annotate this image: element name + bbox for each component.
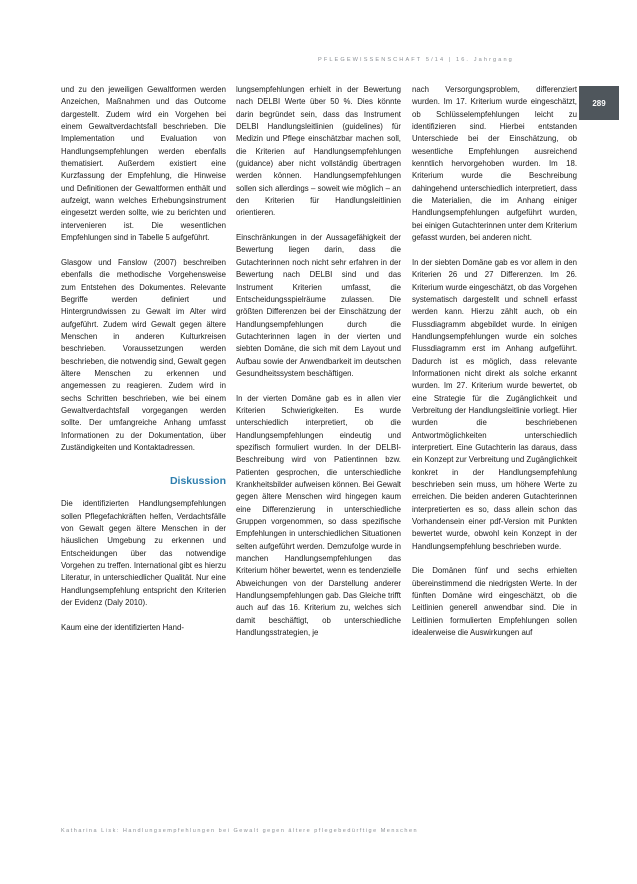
paragraph: und zu den jeweiligen Gewaltformen werden Anzeichen, Maßnahmen und das Outcome dargestellt. Zudem wird ein Vorgehen bei einem Gewaltverdachtsfall beschrieben. Die Implementation und Evaluation von Handlungsempfehlungen werden ebenfalls thematisiert. Außerdem existiert eine Kurzfassung der Empfehlung, die Hinweise und Definitionen der Gewaltformen enthält und aufzeigt, wann welches Erhebungsinstrument eingesetzt werden sollte, wie zu berichten und intervenieren ist. Die wesentlichen Empfehlungen sind in Tabelle 5 aufgeführt. bbox=[61, 85, 226, 243]
paragraph: Glasgow und Fanslow (2007) beschreiben ebenfalls die methodische Vorgehensweise zum Entstehen des Dokumentes. Relevante Begriffe werden definiert und Hintergrundwissen zu Gewalt im Alter wird aufgeführt. Zudem wird Gewalt gegen ältere Menschen in anderen Kulturkreisen beschrieben. Voraussetzungen werden beschrieben, die notwendig sind, Gewalt gegen ältere Menschen zu erkennen und angemessen zu reagieren. Zudem wird in sechs Schritten beschrieben, wie bei einem Gewaltverdachtsfall vorgegangen werden sollte. Der umfangreiche Anhang umfasst Informationen zu der Dokumentation, über Zuständigkeiten und Kontaktadressen. bbox=[61, 257, 226, 452]
page-number: 289 bbox=[592, 98, 606, 108]
running-footer: Katharina Lisk: Handlungsempfehlungen bei Gewalt gegen ältere pflegebedürftige Menschen bbox=[61, 828, 419, 834]
paragraph: Die identifizierten Handlungsempfehlungen sollen Pflegefachkräften helfen, Verdachtsfälle von Gewalt gegen ältere Menschen in der häuslichen Umgebung zu erkennen und Entscheidungen über das notwendige Vorgehen zu treffen. International gibt es hierzu Literatur, in unterschiedlicher Qualität. Nur eine Handlungsempfehlung entspricht den Kriterien der Evidenz (Daly 2010). bbox=[61, 499, 226, 608]
paragraph: Kaum eine der identifizierten Hand- bbox=[61, 622, 184, 632]
paragraph: In der vierten Domäne gab es in allen vier Kriterien Schwierigkeiten. Es wurde unterschiedlich interpretiert, ob die Handlungsempfehlungen eindeutig und spezifisch formuliert wurden. In der DELBI-Beschreibung wird von Patientinnen bzw. Patienten gesprochen, die unterschiedliche Krankheitsbilder aufweisen können. Bei Gewalt gegen ältere Menschen wird hingegen kaum eine Differenzierung in unterschiedliche Gruppen vorgenommen, so dass spezifische Empfehlungen in unterschiedlichen Situationen selten aufgeführt werden. Demzufolge wurde in manchen Handlungsempfehlungen das Kriterium höher bewertet, wenn es tendenzielle Abweichungen von der Darstellung anderer Handlungsempfehlungen gab. Das Gleiche trifft auch auf das 16. Kriterium zu, welches sich damit beschäftigt, ob unterschiedliche Handlungsstrategien, je bbox=[236, 393, 401, 638]
paragraph: lungsempfehlungen erhielt in der Bewertung nach DELBI Werte über 50 %. Dies könnte darin begründet sein, dass das Instrument DELBI Handlungsleitlinien (guidelines) für Medizin und Pflege einschätzbar machen soll, die Kriterien auf Handlungsempfehlungen (guidance) aber nicht vollständig übertragen werden können. Handlungsempfehlungen sollen sich allerdings – soweit wie möglich – an den Kriterien für Handlungsleitlinien orientieren. bbox=[236, 85, 401, 218]
paragraph: nach Versorgungsproblem, differenziert wurden. Im 17. Kriterium wurde eingeschätzt, ob Schlüsselempfehlungen leicht zu identifizieren sind. Hierbei entstanden Unterschiede bei der Einschätzung, ob wesentliche Empfehlungen ausreichend kenntlich hervorgehoben wurden. Im 18. Kriterium wurde die Beschreibung dahingehend unterschiedlich interpretiert, dass die Materialien, die im Anhang einiger Handlungsempfehlungen aufgeführt wurden, bei einigen Gutachterinnen unter dem Kriterium gefasst wurden, bei anderen nicht. bbox=[412, 85, 577, 243]
text-column-2 bbox=[236, 84, 401, 639]
text-column-1 bbox=[61, 84, 226, 634]
section-heading: Diskussion bbox=[169, 475, 226, 488]
paragraph: Einschränkungen in der Aussagefähigkeit der Bewertung liegen darin, dass die Gutachterinnen noch nicht sehr erfahren in der Bewertung nach DELBI sind und das Instrument Kriterien umfasst, die Entscheidungsspielräume zulassen. Die größten Differenzen bei der Einschätzung der Handlungsempfehlungen durch die Gutachterinnen lagen in der vierten und siebten Domäne, die sich mit dem Layout und Aufbau sowie der Anwendbarkeit im deutschen Gesundheitssystem beschäftigen. bbox=[236, 233, 401, 378]
text-column-3 bbox=[412, 84, 577, 639]
page-number-badge bbox=[579, 86, 619, 120]
paragraph: Die Domänen fünf und sechs erhielten übereinstimmend die niedrigsten Werte. In der fünften Domäne wird eingeschätzt, ob die Leitlinien generell anwendbar sind. Die in Leitlinien formulierten Empfehlungen sollen idealerweise die Auswirkungen auf bbox=[412, 566, 577, 638]
running-header: PFLEGEWISSENSCHAFT 5/14 | 16. Jahrgang bbox=[318, 57, 514, 63]
paragraph: In der siebten Domäne gab es vor allem in den Kriterien 26 und 27 Differenzen. Im 26. Kriterium wurde eingeschätzt, ob das Vorgehen systematisch dargestellt und schnell erfasst werden kann. Hierzu zählt auch, ob ein Flussdiagramm abgebildet wurde. In einigen Handlungsempfehlungen wurde ein solches Flussdiagramm erst im Anhang aufgeführt. Dadurch ist es möglich, dass relevante Informationen nicht direkt als solche erkannt wurden. Im 27. Kriterium wurde bewertet, ob eine Strategie für die Zugänglichkeit und Verbreitung der Handlungsleitlinie vorliegt. Hier wurden die beschriebenen Antwortmöglichkeiten unterschiedlich interpretiert. Eine Gutachterin las daraus, dass ein Konzept zur Verbreitung und Zugänglichkeit konkret in der Handlungsempfehlung beschrieben sein muss, um höhere Werte zu erreichen. Die beiden anderen Gutachterinnen interpretierten es so, dass allein schon das Vorhandensein einer pdf-Version mit Punkten bewertet wurde, obwohl kein Konzept in der Handlungsempfehlung beschrieben wurde. bbox=[412, 257, 577, 551]
